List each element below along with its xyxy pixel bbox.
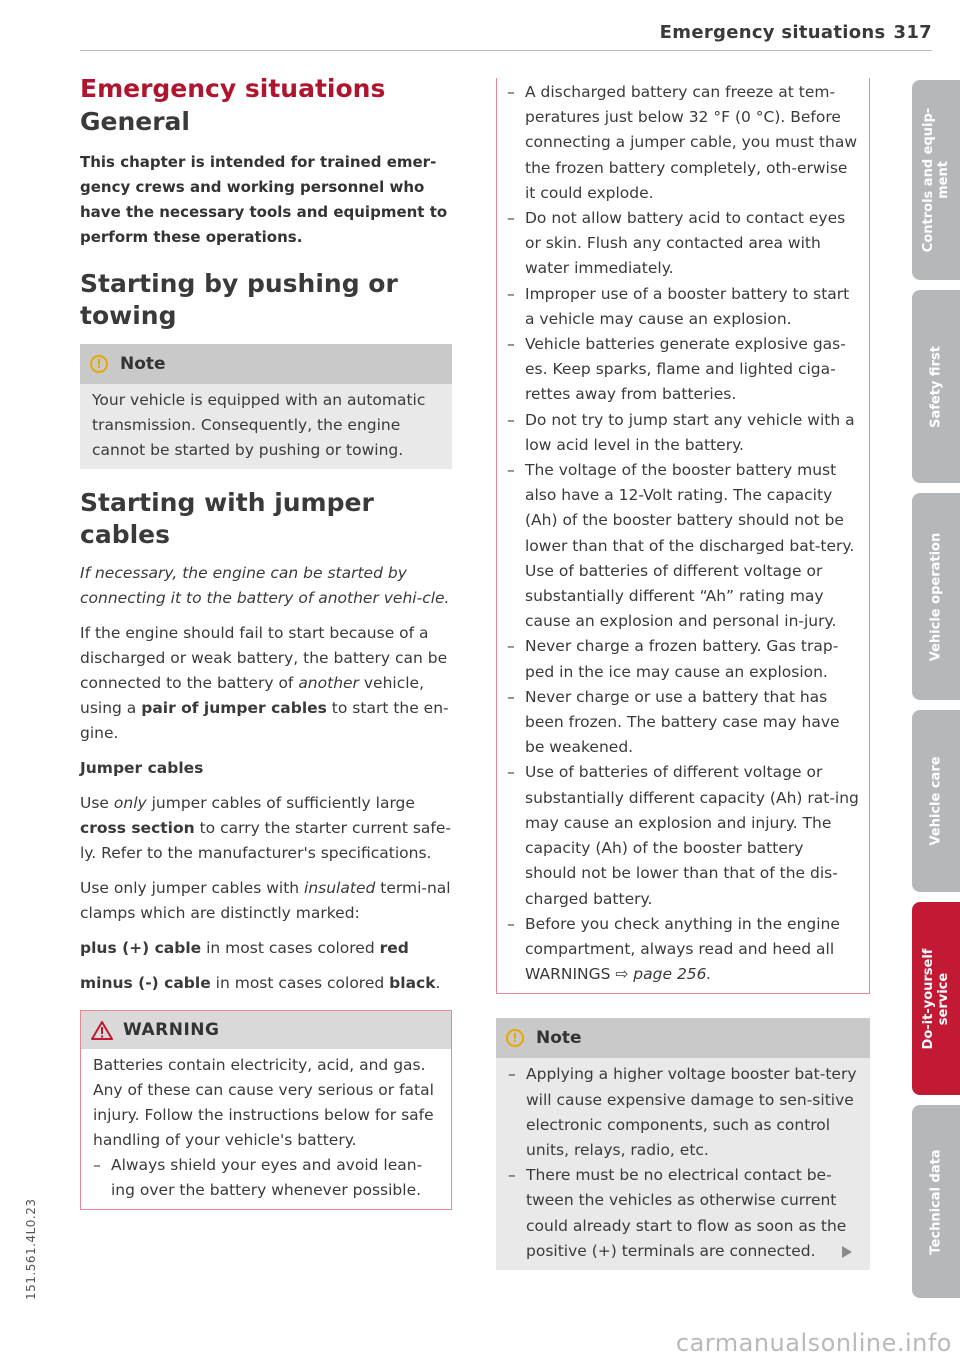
text-span: jumper cables of sufficiently large — [146, 794, 415, 812]
note-icon: ! — [90, 355, 108, 373]
insulated-paragraph — [80, 876, 452, 926]
tab-controls-equipment[interactable] — [912, 80, 960, 280]
tab-label: Vehicle care — [928, 756, 944, 846]
warning-item: – Vehicle batteries generate explosive gas-es. Keep sparks, flame and lighted ciga-rettes away from batteries. — [507, 332, 859, 408]
bold-red: red — [379, 939, 409, 957]
tab-do-it-yourself-service[interactable] — [912, 902, 960, 1095]
note-label: Note — [536, 1028, 582, 1049]
text-span: If the engine should fail to start because of a discharged or weak battery, the battery can be connected to the battery of — [80, 624, 448, 692]
jumper-paragraph — [80, 621, 452, 746]
emphasis-insulated: insulated — [304, 879, 376, 897]
note-box — [80, 344, 452, 469]
bold-black: black — [389, 974, 436, 992]
tab-technical-data[interactable] — [912, 1105, 960, 1298]
warning-item: – Use of batteries of different voltage or substantially different capacity (Ah) rat-ing may cause an explosion and injury. The capacity (Ah) of the booster battery should not be lower than that of the dis-charged battery. — [507, 760, 859, 911]
note-label: Note — [120, 354, 166, 374]
note-header — [496, 1018, 870, 1058]
chapter-title: Emergency situations — [80, 74, 386, 103]
text-span: Before you check anything in the engine compartment, always read and heed all WARNINGS — [525, 914, 840, 984]
continue-arrow-icon — [842, 1246, 852, 1258]
note-item: – Applying a higher voltage booster bat-tery will cause expensive damage to sen-sitive electronic components, such as control units, relays, radio, etc. — [508, 1062, 858, 1163]
warning-label: WARNING — [123, 1020, 220, 1040]
emphasis-another: another — [298, 674, 359, 692]
minus-cable-line — [80, 971, 452, 996]
tab-vehicle-operation[interactable] — [912, 493, 960, 700]
page-number: 317 — [893, 22, 932, 43]
tab-safety-first[interactable] — [912, 290, 960, 483]
right-column — [496, 78, 870, 1270]
tab-label: Technical data — [928, 1148, 944, 1255]
bold-cross-section: cross section — [80, 819, 195, 837]
warning-item: – Never charge a frozen battery. Gas trap-ped in the ice may cause an explosion. — [507, 634, 859, 684]
text-span: Use only jumper cables with — [80, 879, 305, 897]
watermark: carmanualsonline.info — [675, 1329, 952, 1357]
jumper-heading: Starting with jumper cables — [80, 488, 374, 549]
page-reference-link[interactable]: ⇨ page 256. — [615, 965, 712, 984]
emphasis-only: only — [113, 794, 147, 812]
text-span: in most cases colored — [210, 974, 390, 992]
page-header — [556, 22, 932, 43]
text-span: in most cases colored — [201, 939, 380, 957]
text-span: to carry the starter current safe-ly. Refer to the manufacturer's specifications. — [80, 819, 451, 862]
tab-vehicle-care[interactable] — [912, 710, 960, 892]
tab-label: Controls and equip- ment — [921, 107, 951, 253]
warning-item: – Improper use of a booster battery to start a vehicle may cause an explosion. — [507, 282, 859, 332]
note-item: – There must be no electrical contact be-tween the vehicles as otherwise current could already start to flow as soon as the positive (+) terminals are connected. — [508, 1163, 858, 1264]
general-heading: General — [80, 107, 190, 136]
warning-item: – The voltage of the booster battery must also have a 12-Volt rating. The capacity (Ah) of the booster battery should not be lower than that of the discharged bat-tery. Use of batteries of different voltage or substantially different “Ah” rating may cause an explosion and personal in-jury. — [507, 458, 859, 634]
cross-section-paragraph — [80, 791, 452, 866]
warning-item: – Do not try to jump start any vehicle with a low acid level in the battery. — [507, 408, 859, 458]
warning-header — [81, 1011, 451, 1049]
warning-continuation — [496, 78, 870, 994]
document-code: 151.561.4L0.23 — [24, 1198, 38, 1300]
note-box-2 — [496, 1018, 870, 1270]
bold-jumper-cables: pair of jumper cables — [141, 699, 327, 717]
warning-item: – Always shield your eyes and avoid lean-ing over the battery whenever possible. — [93, 1153, 439, 1203]
warning-box — [80, 1010, 452, 1210]
header-title: Emergency situations — [659, 22, 886, 43]
warning-item: – A discharged battery can freeze at tem-peratures just below 32 °F (0 °C). Before connecting a jumper cable, you must thaw the frozen battery completely, oth-erwise it could explode. — [507, 80, 859, 206]
header-rule — [80, 50, 932, 51]
plus-cable-line — [80, 936, 452, 961]
warning-text: Batteries contain electricity, acid, and gas. Any of these can cause very serious or fatal injury. Follow the instructions below for safe handling of your vehicle's battery. — [93, 1056, 434, 1149]
text-span: . — [435, 974, 441, 992]
jumper-intro: If necessary, the engine can be started by connecting it to the battery of another vehi-cle. — [80, 564, 450, 607]
tab-label: Safety first — [928, 345, 944, 428]
chapter-intro: This chapter is intended for trained emer-gency crews and working personnel who have the necessary tools and equipment to perform these operations. — [80, 153, 448, 246]
note-text: Your vehicle is equipped with an automatic transmission. Consequently, the engine cannot be started by pushing or towing. — [92, 391, 426, 459]
bold-plus-cable: plus (+) cable — [80, 939, 202, 957]
tab-label: Do-it-yourself service — [921, 948, 951, 1049]
warning-item: – Do not allow battery acid to contact eyes or skin. Flush any contacted area with water immediately. — [507, 206, 859, 282]
text-span: vehicle, using a — [80, 674, 424, 717]
warning-item: – Never charge or use a battery that has been frozen. The battery case may have be weakened. — [507, 685, 859, 761]
text-span: termi-nal clamps which are distinctly marked: — [80, 879, 451, 922]
note-header — [80, 344, 452, 384]
text-span: to start the en-gine. — [80, 699, 449, 742]
warning-triangle-icon — [91, 1021, 113, 1040]
push-heading: Starting by pushing or towing — [80, 269, 398, 330]
text-span: Use — [80, 794, 114, 812]
warning-item — [507, 912, 859, 988]
left-column — [80, 70, 452, 1210]
tab-label: Vehicle operation — [928, 532, 944, 661]
bold-minus-cable: minus (-) cable — [80, 974, 211, 992]
jumper-cables-subheading: Jumper cables — [80, 759, 204, 777]
note-icon: ! — [506, 1029, 524, 1047]
